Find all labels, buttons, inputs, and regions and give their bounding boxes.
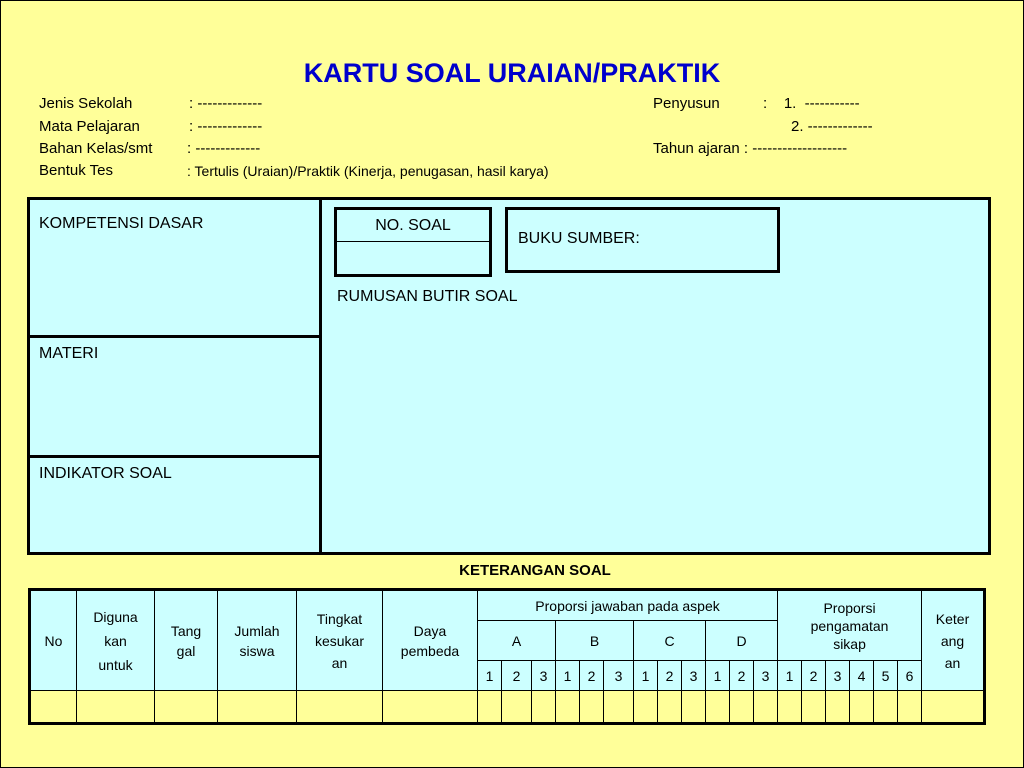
cell-empty (754, 691, 778, 724)
table-row (30, 691, 985, 724)
sikap-sub-6: 6 (898, 661, 922, 691)
jenis-sekolah-value: : ------------- (189, 95, 263, 112)
bahan-kelas-label: Bahan Kelas/smt (39, 140, 153, 157)
aspek-c-sub-3: 3 (682, 661, 706, 691)
aspek-b-sub-2: 2 (580, 661, 604, 691)
aspek-c: C (634, 621, 706, 661)
penyusun-1: : 1. ----------- (763, 95, 860, 112)
col-daya-l1: Daya (413, 622, 447, 639)
cell-empty (898, 691, 922, 724)
col-digunakan-l1: Diguna (93, 608, 138, 625)
col-tingkat (297, 590, 383, 691)
penyusun-2: 2. ------------- (791, 118, 873, 135)
cell-empty (297, 691, 383, 724)
aspek-c-sub-1: 1 (634, 661, 658, 691)
col-jumlah (218, 590, 297, 691)
card-vertical-divider (319, 200, 322, 552)
bentuk-tes-value: : Tertulis (Uraian)/Praktik (Kinerja, penugasan, hasil karya) (187, 163, 549, 179)
aspek-b-sub-3: 3 (604, 661, 634, 691)
aspek-a-sub-1: 1 (478, 661, 502, 691)
col-digunakan-l3: untuk (98, 656, 133, 673)
buku-sumber-label: BUKU SUMBER: (518, 230, 640, 247)
cell-empty (922, 691, 985, 724)
tahun-ajaran: Tahun ajaran : ------------------- (653, 140, 848, 157)
keterangan-title: KETERANGAN SOAL (459, 562, 611, 579)
cell-empty (478, 691, 502, 724)
aspek-d: D (706, 621, 778, 661)
aspek-b-sub-1: 1 (556, 661, 580, 691)
materi-label: MATERI (39, 345, 99, 362)
cell-empty (218, 691, 297, 724)
aspek-d-sub-3: 3 (754, 661, 778, 691)
cell-empty (634, 691, 658, 724)
col-daya (383, 590, 478, 691)
bentuk-tes-label: Bentuk Tes (39, 162, 113, 179)
cell-empty (658, 691, 682, 724)
no-soal-box (334, 207, 492, 277)
col-jumlah-l2: siswa (239, 642, 275, 659)
jenis-sekolah-label: Jenis Sekolah (39, 95, 133, 112)
col-jumlah-l1: Jumlah (234, 622, 280, 639)
aspek-a-sub-2: 2 (502, 661, 532, 691)
cell-empty (556, 691, 580, 724)
page-title: KARTU SOAL URAIAN/PRAKTIK (303, 58, 721, 88)
sikap-sub-2: 2 (802, 661, 826, 691)
aspek-c-sub-2: 2 (658, 661, 682, 691)
aspek-d-sub-1: 1 (706, 661, 730, 691)
cell-empty (580, 691, 604, 724)
cell-empty (604, 691, 634, 724)
cell-empty (778, 691, 802, 724)
cell-empty (826, 691, 850, 724)
col-keterangan-l3: an (944, 654, 961, 671)
aspek-a-sub-3: 3 (532, 661, 556, 691)
sikap-sub-1: 1 (778, 661, 802, 691)
cell-empty (77, 691, 155, 724)
indikator-soal-label: INDIKATOR SOAL (39, 465, 172, 482)
soal-card (27, 197, 991, 555)
col-proporsi-sikap (778, 590, 922, 661)
cell-empty (706, 691, 730, 724)
aspek-d-sub-2: 2 (730, 661, 754, 691)
cell-empty (682, 691, 706, 724)
penyusun-label: Penyusun (653, 95, 720, 112)
col-tanggal-l2: gal (176, 642, 196, 659)
card-divider-1 (30, 335, 319, 338)
sikap-sub-3: 3 (826, 661, 850, 691)
mata-pelajaran-label: Mata Pelajaran (39, 118, 140, 135)
buku-sumber-box (505, 207, 780, 273)
aspek-b: B (556, 621, 634, 661)
rumusan-butir-soal-label: RUMUSAN BUTIR SOAL (337, 288, 518, 305)
keterangan-table (28, 588, 986, 725)
col-keterangan-l2: ang (940, 632, 965, 649)
cell-empty (502, 691, 532, 724)
col-tanggal-l1: Tang (170, 622, 202, 639)
cell-empty (874, 691, 898, 724)
col-digunakan-l2: kan (104, 632, 127, 649)
col-no: No (30, 590, 77, 691)
no-soal-label: NO. SOAL (337, 210, 489, 242)
cell-empty (30, 691, 77, 724)
col-proporsi-jawaban: Proporsi jawaban pada aspek (478, 590, 778, 621)
col-daya-l2: pembeda (400, 642, 460, 659)
card-divider-2 (30, 455, 319, 458)
aspek-a: A (478, 621, 556, 661)
col-tanggal (155, 590, 218, 691)
col-keterangan-l1: Keter (935, 610, 970, 627)
mata-pelajaran-value: : ------------- (189, 118, 263, 135)
col-tingkat-l1: Tingkat (316, 610, 363, 627)
col-keterangan (922, 590, 985, 691)
cell-empty (155, 691, 218, 724)
cell-empty (532, 691, 556, 724)
cell-empty (730, 691, 754, 724)
sikap-sub-5: 5 (874, 661, 898, 691)
kompetensi-dasar-label: KOMPETENSI DASAR (39, 215, 204, 232)
col-tingkat-l3: an (331, 654, 348, 671)
col-digunakan (77, 590, 155, 691)
cell-empty (850, 691, 874, 724)
sikap-sub-4: 4 (850, 661, 874, 691)
col-proporsi-sikap-l1: Proporsi (823, 599, 876, 616)
col-tingkat-l2: kesukar (314, 632, 365, 649)
bahan-kelas-value: : ------------- (187, 140, 261, 157)
cell-empty (383, 691, 478, 724)
col-proporsi-sikap-l2: pengamatan (810, 617, 889, 634)
col-proporsi-sikap-l3: sikap (833, 635, 866, 652)
cell-empty (802, 691, 826, 724)
